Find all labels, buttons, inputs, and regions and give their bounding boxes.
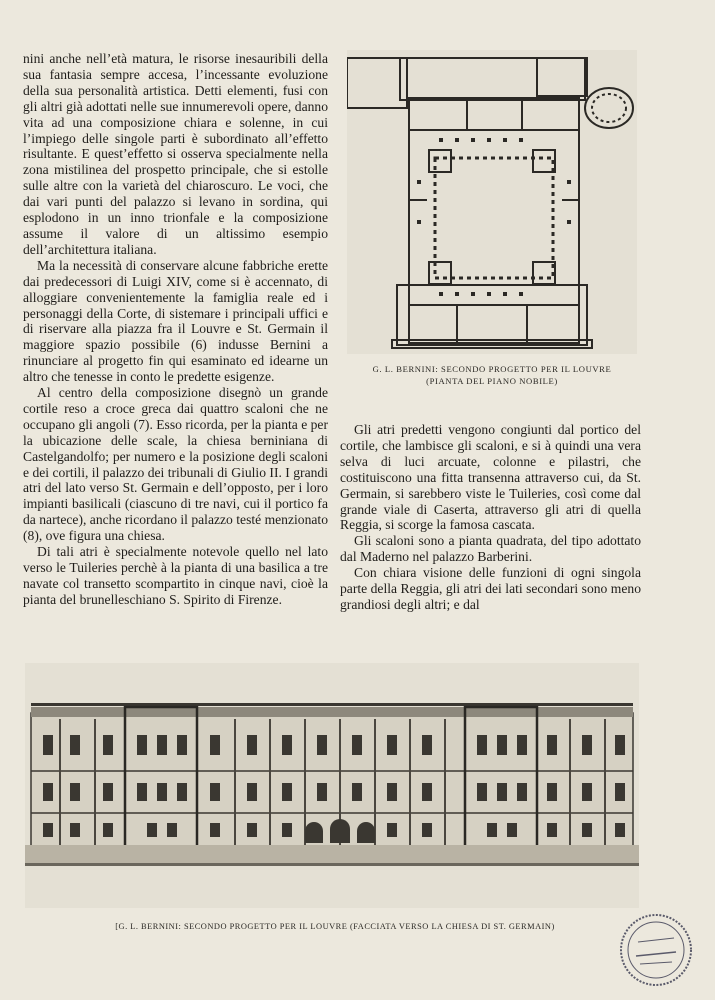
floor-plan-drawing [347, 50, 637, 354]
left-text-column [23, 51, 328, 608]
library-stamp [618, 912, 694, 988]
paragraph: nini anche nell’età matura, le risorse inesauribili della sua fantasia sempre accesa, l’incessante evoluzione della sua personalità artistica. Detti elementi, fusi con gli altri già adottati nelle sue innumerevoli opere, danno vita ad una composizione chiara e solenne, in cui l’impiego delle singole parti è subordinato all’effetto risultante. E quest’effetto si osserva specialmente nella zona mistilinea del prospetto principale, che si estolle sulle altre con la varietà del chiaroscuro. Le voci, che dai vari punti del palazzo si levano in sordina, qui esplodono in un inno trionfale e la composizione assume il valore di un altissimo esempio dell’architettura italiana. [23, 51, 328, 257]
facade-figure [25, 663, 639, 908]
paragraph: Gli atri predetti vengono congiunti dal portico del cortile, che lambisce gli scaloni, e si à quindi una vera selva di luci arcuate, colonne e pilastri, che costituiscono una fitta transenna attraverso cui, da St. Germain, si sarebbero viste le Tuileries, così come dal grande viale di Caserta, attraverso gli atri di quella Reggia, si scorge la famosa cascata. [340, 422, 641, 533]
right-text-column [340, 422, 641, 613]
paragraph: Ma la necessità di conservare alcune fabbriche erette dai predecessori di Luigi XIV, come si è accennato, di alloggiare convenientemente la famiglia reale ed i personaggi della Corte, di sistemare i principali uffici e di riservare alla piazza fra il Louvre e St. Germain il maggiore spazio possibile (6) indusse Bernini a rinunciare al progetto fin qui esaminato ed idearne un altro che tenesse in conto le predette esigenze. [23, 257, 328, 385]
floor-plan-figure [347, 50, 637, 354]
facade-drawing [25, 663, 639, 908]
plan-caption-line-2: (PIANTA DEL PIANO NOBILE) [426, 376, 558, 386]
plan-caption-line-1: G. L. BERNINI: SECONDO PROGETTO PER IL LOUVRE [372, 364, 612, 374]
paragraph: Con chiara visione delle funzioni di ogni singola parte della Reggia, gli atri dei lati secondari sono meno grandiosi degli altri; e dal [340, 565, 641, 612]
paragraph: Gli scaloni sono a pianta quadrata, del tipo adottato dal Maderno nel palazzo Barberini. [340, 533, 641, 565]
facade-caption: [G. L. BERNINI: SECONDO PROGETTO PER IL LOUVRE (FACCIATA VERSO LA CHIESA DI ST. GERMAIN) [115, 922, 555, 931]
paragraph: Di tali atri è specialmente notevole quello nel lato verso le Tuileries perchè à la pianta di una basilica a tre navate col transetto scompartito in cinque navi, cioè la pianta del brunelleschiano S. Spirito di Firenze. [23, 544, 328, 607]
stamp-seal-icon [618, 912, 694, 988]
paragraph: Al centro della composizione disegnò un grande cortile reso a croce greca dai quattro scaloni che ne occupano gli angoli (7). Esso ricorda, per la pianta e per la ubicazione delle scale, la chiesa berniniana di Castelgandolfo; per numero e la posizione degli scaloni e dei cortili, il palazzo dei tribunali di Giulio II. I grandi atri del lato verso St. Germain e dell’opposto, per i loro impianti basilicali (ciascuno di tre navi, cui il portico fa da nartece), anche ricordano il palazzo testé menzionato (8), ove figura una chiesa. [23, 385, 328, 544]
plan-caption [347, 363, 637, 387]
